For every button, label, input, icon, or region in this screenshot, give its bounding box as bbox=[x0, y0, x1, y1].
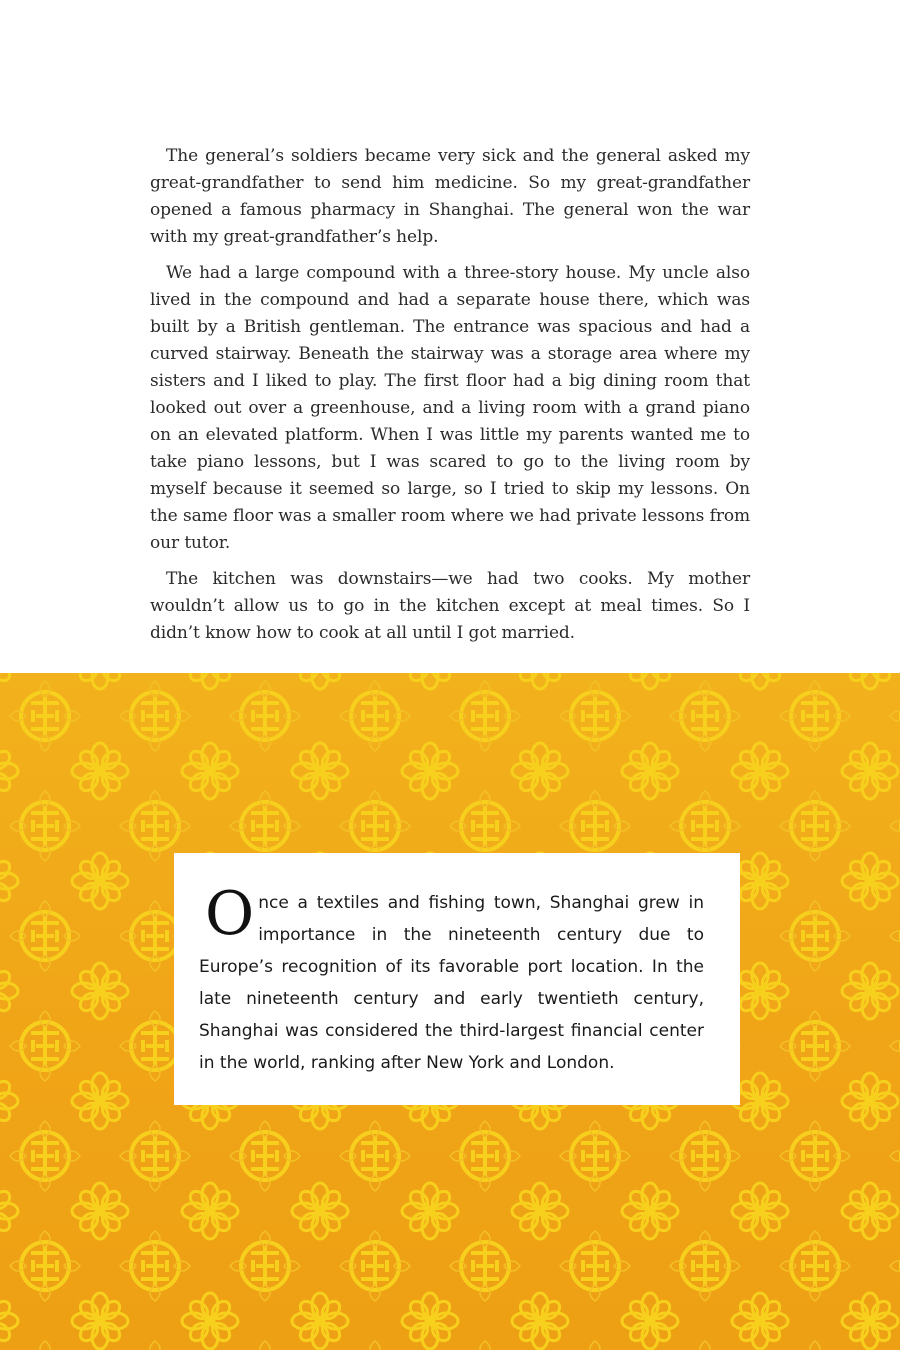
story-paragraph-3: The kitchen was downstairs—we had two cooks. My mother wouldn’t allow us to go in the kitchen except at meal times. So I didn’t know how to cook at all until I got married. bbox=[150, 569, 750, 643]
drop-cap: O bbox=[205, 879, 255, 949]
story-paragraph-1: The general’s soldiers became very sick and the general asked my great-grandfather to send him medicine. So my great-grandfather opened a famous pharmacy in Shanghai. The general won the war with my great-grandfather’s help. bbox=[150, 146, 750, 247]
story-text bbox=[150, 143, 750, 656]
shanghai-sidebar-box bbox=[174, 853, 740, 1105]
sidebar-text bbox=[199, 879, 704, 1079]
story-paragraph-2: We had a large compound with a three-story house. My uncle also lived in the compound and had a separate house there, which was built by a British gentleman. The entrance was spacious and had a curved stairway. Beneath the stairway was a storage area where my sisters and I liked to play. The first floor had a big dining room that looked out over a greenhouse, and a living room with a grand piano on an elevated platform. When I was little my parents wanted me to take piano lessons, but I was scared to go to the living room by myself because it seemed so large, so I tried to skip my lessons. On the same floor was a smaller room where we had private lessons from our tutor. bbox=[150, 263, 750, 553]
sidebar-body: nce a textiles and fishing town, Shanghai grew in importance in the nineteenth century due to Europe’s recognition of its favorable port location. In the late nineteenth century and early twentieth century, Shanghai was considered the third-largest financial center in the world, ranking after New York and London. bbox=[199, 893, 704, 1073]
